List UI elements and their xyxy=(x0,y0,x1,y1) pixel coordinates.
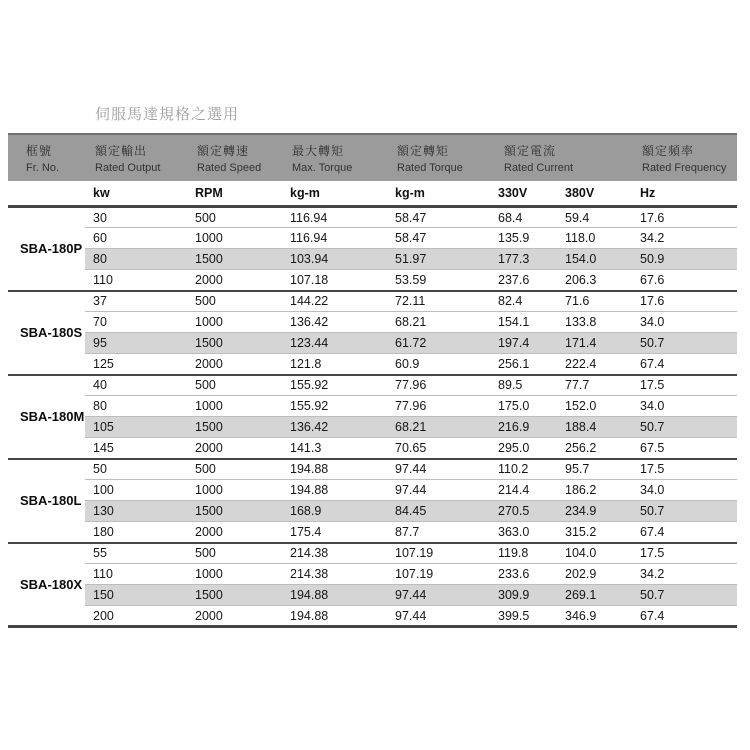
spec-cell: 67.4 xyxy=(632,354,737,375)
spec-cell: 67.4 xyxy=(632,606,737,627)
spec-cell: 309.9 xyxy=(490,585,557,606)
spec-cell: 186.2 xyxy=(557,480,632,501)
spec-cell: 2000 xyxy=(187,354,282,375)
spec-cell: 17.5 xyxy=(640,462,665,477)
header-rated-current xyxy=(490,134,632,181)
spec-cell: 50.7 xyxy=(632,501,737,522)
header-rated-frequency-en: Rated Frequency xyxy=(642,162,727,174)
spec-cell: 133.8 xyxy=(557,312,632,333)
spec-cell: 84.45 xyxy=(387,501,490,522)
spec-cell: 1500 xyxy=(187,501,282,522)
spec-row xyxy=(8,312,737,333)
spec-row xyxy=(8,249,737,270)
spec-cell: 55 xyxy=(93,546,107,561)
spec-cell: 154.1 xyxy=(490,312,557,333)
spec-cell: 1000 xyxy=(187,396,282,417)
spec-cell: 194.88 xyxy=(290,462,329,477)
spec-cell: 34.2 xyxy=(632,228,737,249)
spec-cell: 315.2 xyxy=(557,522,632,543)
spec-cell: 82.4 xyxy=(498,294,523,309)
spec-cell: 1000 xyxy=(187,228,282,249)
spec-cell: 206.3 xyxy=(557,270,632,291)
spec-cell: 67.4 xyxy=(632,522,737,543)
header-rated-frequency-zh: 額定頻率 xyxy=(642,144,695,158)
unit-330v: 330V xyxy=(490,181,557,207)
spec-cell: 34.0 xyxy=(632,480,737,501)
spec-cell: 136.42 xyxy=(282,417,387,438)
spec-group xyxy=(8,459,737,543)
header-rated-output-zh: 額定輸出 xyxy=(95,144,148,158)
spec-cell: 500 xyxy=(195,462,216,477)
spec-cell: 40 xyxy=(93,378,107,393)
spec-cell: 60 xyxy=(85,228,187,249)
spec-cell: 103.94 xyxy=(282,249,387,270)
spec-cell: 346.9 xyxy=(557,606,632,627)
spec-cell: 37 xyxy=(93,294,107,309)
spec-cell: 2000 xyxy=(187,606,282,627)
spec-cell: 2000 xyxy=(187,522,282,543)
spec-cell: 500 xyxy=(195,210,216,225)
spec-row xyxy=(8,291,737,312)
spec-cell: 17.5 xyxy=(640,378,665,393)
spec-cell: 61.72 xyxy=(387,333,490,354)
spec-cell: 59.4 xyxy=(565,210,590,225)
header-rated-torque-en: Rated Torque xyxy=(397,162,463,174)
header-rated-current-en: Rated Current xyxy=(504,162,574,174)
spec-cell: 200 xyxy=(85,606,187,627)
spec-cell: 50.7 xyxy=(632,417,737,438)
spec-cell: 1500 xyxy=(187,585,282,606)
spec-row xyxy=(8,501,737,522)
spec-cell: 144.22 xyxy=(290,294,329,309)
spec-cell: 177.3 xyxy=(490,249,557,270)
spec-cell: 194.88 xyxy=(282,606,387,627)
spec-cell: 50.9 xyxy=(632,249,737,270)
spec-cell: 50 xyxy=(93,462,107,477)
spec-cell: 51.97 xyxy=(387,249,490,270)
spec-cell: 89.5 xyxy=(498,378,523,393)
model-label: SBA-180L xyxy=(8,459,85,543)
spec-cell: 97.44 xyxy=(387,606,490,627)
spec-cell: 237.6 xyxy=(490,270,557,291)
spec-group xyxy=(8,291,737,375)
spec-row xyxy=(8,417,737,438)
spec-cell: 175.0 xyxy=(490,396,557,417)
header-rated-frequency xyxy=(632,134,737,181)
spec-cell: 500 xyxy=(195,378,216,393)
spec-cell: 107.19 xyxy=(387,564,490,585)
header-fr-no-zh: 框號 xyxy=(26,144,53,158)
spec-cell: 399.5 xyxy=(490,606,557,627)
unit-hz: Hz xyxy=(632,181,737,207)
spec-cell: 70.65 xyxy=(387,438,490,459)
spec-cell: 34.2 xyxy=(632,564,737,585)
spec-cell: 155.92 xyxy=(290,378,329,393)
spec-row xyxy=(8,438,737,459)
spec-group xyxy=(8,207,737,291)
spec-row xyxy=(8,228,737,249)
model-label: SBA-180S xyxy=(8,291,85,375)
spec-cell: 270.5 xyxy=(490,501,557,522)
model-label: SBA-180M xyxy=(8,375,85,459)
spec-cell: 1500 xyxy=(187,417,282,438)
spec-cell: 125 xyxy=(85,354,187,375)
spec-cell: 500 xyxy=(195,546,216,561)
spec-cell: 97.44 xyxy=(387,585,490,606)
spec-row xyxy=(8,375,737,396)
spec-table xyxy=(8,133,737,628)
spec-cell: 50.7 xyxy=(632,333,737,354)
header-rated-speed-zh: 額定轉速 xyxy=(197,144,250,158)
units-spacer xyxy=(8,181,85,207)
spec-cell: 500 xyxy=(195,294,216,309)
spec-cell: 107.19 xyxy=(395,546,434,561)
spec-cell: 95.7 xyxy=(565,462,590,477)
spec-cell: 116.94 xyxy=(290,210,328,225)
spec-cell: 100 xyxy=(85,480,187,501)
page-title: 伺服馬達規格之選用 xyxy=(95,106,240,123)
spec-cell: 1000 xyxy=(187,564,282,585)
model-label: SBA-180X xyxy=(8,543,85,627)
spec-cell: 1500 xyxy=(187,249,282,270)
spec-cell: 214.38 xyxy=(282,564,387,585)
units-row xyxy=(8,181,737,207)
spec-row xyxy=(8,543,737,564)
spec-cell: 188.4 xyxy=(557,417,632,438)
spec-cell: 145 xyxy=(85,438,187,459)
spec-cell: 1000 xyxy=(187,312,282,333)
spec-cell: 68.4 xyxy=(498,210,523,225)
spec-cell: 216.9 xyxy=(490,417,557,438)
header-max-torque-en: Max. Torque xyxy=(292,162,353,174)
unit-kw: kw xyxy=(85,181,187,207)
spec-row xyxy=(8,606,737,627)
spec-cell: 104.0 xyxy=(565,546,597,561)
spec-cell: 67.5 xyxy=(632,438,737,459)
spec-row xyxy=(8,396,737,417)
spec-cell: 97.44 xyxy=(387,480,490,501)
spec-cell: 2000 xyxy=(187,270,282,291)
spec-cell: 77.96 xyxy=(387,396,490,417)
spec-cell: 17.5 xyxy=(640,546,665,561)
spec-row xyxy=(8,270,737,291)
unit-rpm: RPM xyxy=(187,181,282,207)
spec-cell: 222.4 xyxy=(557,354,632,375)
spec-cell: 110 xyxy=(85,564,187,585)
spec-table-header xyxy=(8,134,737,207)
model-label: SBA-180P xyxy=(8,207,85,291)
spec-cell: 155.92 xyxy=(282,396,387,417)
spec-cell: 34.0 xyxy=(632,312,737,333)
spec-cell: 269.1 xyxy=(557,585,632,606)
spec-cell: 72.11 xyxy=(395,294,426,309)
spec-row xyxy=(8,585,737,606)
spec-cell: 17.6 xyxy=(640,210,665,225)
spec-group xyxy=(8,375,737,459)
spec-cell: 202.9 xyxy=(557,564,632,585)
spec-row xyxy=(8,459,737,480)
header-rated-output-en: Rated Output xyxy=(95,162,161,174)
spec-cell: 60.9 xyxy=(387,354,490,375)
spec-cell: 180 xyxy=(85,522,187,543)
spec-cell: 194.88 xyxy=(282,480,387,501)
spec-cell: 95 xyxy=(85,333,187,354)
spec-cell: 110.2 xyxy=(498,462,529,477)
spec-cell: 256.1 xyxy=(490,354,557,375)
spec-cell: 1500 xyxy=(187,333,282,354)
spec-cell: 1000 xyxy=(187,480,282,501)
spec-cell: 154.0 xyxy=(557,249,632,270)
spec-cell: 110 xyxy=(85,270,187,291)
header-fr-no xyxy=(8,134,85,181)
spec-cell: 97.44 xyxy=(395,462,427,477)
spec-group xyxy=(8,543,737,627)
header-rated-torque-zh: 額定轉矩 xyxy=(397,144,450,158)
spec-cell: 256.2 xyxy=(557,438,632,459)
header-rated-torque xyxy=(387,134,490,181)
spec-row xyxy=(8,333,737,354)
spec-cell: 105 xyxy=(85,417,187,438)
spec-cell: 119.8 xyxy=(498,546,529,561)
spec-row xyxy=(8,522,737,543)
spec-cell: 136.42 xyxy=(282,312,387,333)
spec-cell: 80 xyxy=(85,249,187,270)
spec-cell: 107.18 xyxy=(282,270,387,291)
spec-cell: 123.44 xyxy=(282,333,387,354)
unit-rated-torque-kgm: kg-m xyxy=(387,181,490,207)
unit-380v: 380V xyxy=(557,181,632,207)
spec-cell: 130 xyxy=(85,501,187,522)
spec-row xyxy=(8,354,737,375)
spec-cell: 17.6 xyxy=(640,294,665,309)
spec-cell: 77.96 xyxy=(395,378,427,393)
spec-cell: 80 xyxy=(85,396,187,417)
spec-cell: 87.7 xyxy=(387,522,490,543)
spec-row xyxy=(8,564,737,585)
spec-cell: 50.7 xyxy=(632,585,737,606)
unit-max-torque-kgm: kg-m xyxy=(282,181,387,207)
spec-cell: 121.8 xyxy=(282,354,387,375)
spec-cell: 34.0 xyxy=(632,396,737,417)
spec-row xyxy=(8,480,737,501)
spec-cell: 363.0 xyxy=(490,522,557,543)
spec-cell: 70 xyxy=(85,312,187,333)
spec-cell: 77.7 xyxy=(565,378,590,393)
spec-cell: 58.47 xyxy=(395,210,427,225)
spec-cell: 2000 xyxy=(187,438,282,459)
header-rated-current-zh: 額定電流 xyxy=(504,144,557,158)
spec-cell: 233.6 xyxy=(490,564,557,585)
header-band-row xyxy=(8,134,737,181)
header-max-torque xyxy=(282,134,387,181)
header-rated-output xyxy=(85,134,187,181)
spec-cell: 194.88 xyxy=(282,585,387,606)
spec-cell: 197.4 xyxy=(490,333,557,354)
spec-cell: 67.6 xyxy=(632,270,737,291)
spec-cell: 118.0 xyxy=(557,228,632,249)
spec-cell: 214.38 xyxy=(290,546,329,561)
header-max-torque-zh: 最大轉矩 xyxy=(292,144,345,158)
spec-cell: 171.4 xyxy=(557,333,632,354)
header-rated-speed xyxy=(187,134,282,181)
spec-cell: 175.4 xyxy=(282,522,387,543)
spec-cell: 295.0 xyxy=(490,438,557,459)
spec-cell: 30 xyxy=(93,210,107,225)
spec-cell: 68.21 xyxy=(387,417,490,438)
spec-cell: 152.0 xyxy=(557,396,632,417)
spec-cell: 68.21 xyxy=(387,312,490,333)
spec-cell: 53.59 xyxy=(387,270,490,291)
spec-cell: 214.4 xyxy=(490,480,557,501)
spec-cell: 116.94 xyxy=(282,228,387,249)
spec-cell: 150 xyxy=(85,585,187,606)
spec-cell: 135.9 xyxy=(490,228,557,249)
header-fr-no-en: Fr. No. xyxy=(26,162,60,174)
spec-cell: 58.47 xyxy=(387,228,490,249)
spec-cell: 71.6 xyxy=(565,294,590,309)
spec-cell: 141.3 xyxy=(282,438,387,459)
spec-cell: 168.9 xyxy=(282,501,387,522)
spec-cell: 234.9 xyxy=(557,501,632,522)
header-rated-speed-en: Rated Speed xyxy=(197,162,262,174)
spec-row xyxy=(8,207,737,228)
